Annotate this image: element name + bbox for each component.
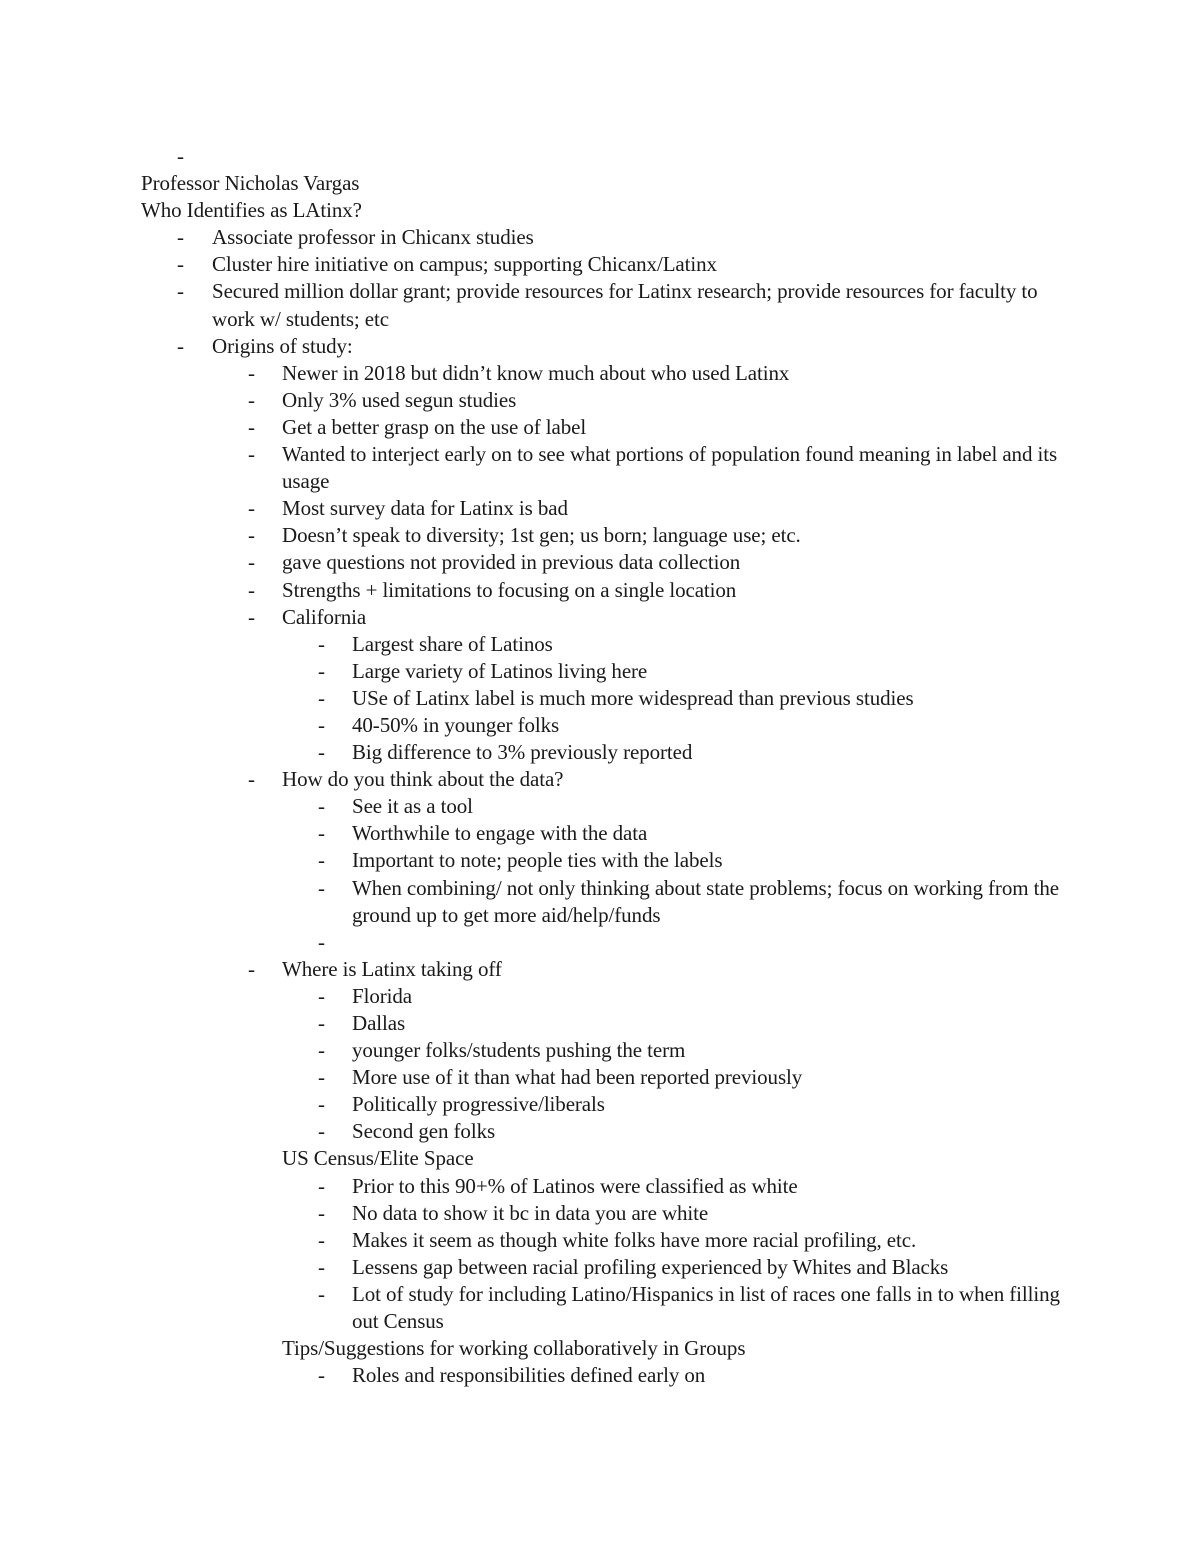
item-text: younger folks/students pushing the term [352,1038,686,1063]
item-text: gave questions not provided in previous data collection [282,550,741,575]
bullet-dash: - [318,740,325,765]
item-text: How do you think about the data? [282,767,564,792]
empty-bullet [141,143,1071,170]
item-text: Most survey data for Latinx is bad [282,496,568,521]
list-item [141,414,1071,441]
list-item [141,1362,1071,1389]
list-item [141,658,1071,685]
section-heading [141,1335,1071,1362]
list-item [141,441,1071,495]
item-text: Get a better grasp on the use of label [282,414,587,439]
list-item [141,1254,1071,1281]
bullet-dash: - [318,631,325,656]
list-item [141,983,1071,1010]
list-item [141,278,1071,332]
list-item [141,956,1071,983]
bullet-dash: - [318,875,325,900]
item-text: USe of Latinx label is much more widespread than previous studies [352,685,914,710]
bullet-dash: - [318,848,325,873]
item-text: Large variety of Latinos living here [352,658,648,683]
item-text: Origins of study: [212,333,353,358]
bullet-dash: - [318,1011,325,1035]
list-item [141,604,1071,631]
bullet-dash: - [248,956,255,981]
bullet-dash: - [177,279,184,304]
bullet-dash: - [318,1065,325,1090]
bullet-dash: - [177,333,184,358]
bullet-dash: - [248,496,255,521]
item-text: 40-50% in younger folks [352,712,560,737]
list-item [141,1064,1071,1091]
item-text: More use of it than what had been reported previously [352,1065,803,1090]
notes-body [141,143,1071,1389]
item-text: US Census/Elite Space [282,1146,474,1171]
list-item [141,224,1071,251]
list-item [141,549,1071,576]
bullet-dash: - [318,821,325,846]
item-text: Doesn’t speak to diversity; 1st gen; us born; language use; etc. [282,523,801,548]
item-text: Where is Latinx taking off [282,956,502,981]
list-item [141,1281,1071,1335]
section-heading [141,1145,1071,1172]
list-item [141,387,1071,414]
lecturer-name [141,170,1071,197]
list-item [141,522,1071,549]
item-text: Newer in 2018 but didn’t know much about who used Latinx [282,360,790,385]
bullet-dash: - [318,1119,325,1144]
list-item [141,1227,1071,1254]
item-text: Big difference to 3% previously reported [352,740,693,765]
bullet-dash: - [318,794,325,819]
list-item [141,820,1071,847]
bullet-dash: - [248,767,255,792]
bullet-dash: - [318,1363,325,1388]
bullet-dash: - [318,1254,325,1279]
item-text: Who Identifies as LAtinx? [141,198,362,223]
bullet-dash: - [248,414,255,439]
list-item [141,766,1071,793]
bullet-dash: - [318,1281,325,1306]
bullet-dash: - [248,523,255,548]
list-item [141,712,1071,739]
bullet-dash: - [248,604,255,629]
item-text: Politically progressive/liberals [352,1092,605,1117]
item-text: Second gen folks [352,1119,496,1144]
bullet-dash: - [248,442,255,467]
item-text: See it as a tool [352,794,473,819]
item-text: Worthwhile to engage with the data [352,821,648,846]
list-item [141,251,1071,278]
bullet-dash: - [248,387,255,412]
bullet-dash: - [318,1092,325,1117]
lecture-title [141,197,1071,224]
item-text: Associate professor in Chicanx studies [212,225,534,250]
item-text: California [282,604,367,629]
bullet-dash: - [177,225,184,250]
empty-bullet [141,929,1071,956]
list-item [141,1010,1071,1037]
item-text: Dallas [352,1011,406,1035]
item-text: Florida [352,983,412,1008]
bullet-dash: - [177,144,184,168]
bullet-dash: - [318,1173,325,1198]
list-item [141,685,1071,712]
item-text: Makes it seem as though white folks have more racial profiling, etc. [352,1227,917,1252]
item-text: Important to note; people ties with the labels [352,848,723,873]
item-text: Professor Nicholas Vargas [141,171,360,196]
bullet-dash: - [318,1200,325,1225]
item-text: Tips/Suggestions for working collaboratively in Groups [282,1336,746,1361]
bullet-dash: - [318,929,325,954]
bullet-dash: - [248,360,255,385]
list-item [141,577,1071,604]
list-item [141,495,1071,522]
bullet-dash: - [318,685,325,710]
list-item [141,793,1071,820]
item-text: No data to show it bc in data you are white [352,1200,709,1225]
item-text: Only 3% used segun studies [282,387,517,412]
item-text: When combining/ not only thinking about state problems; focus on working from the ground up to get more aid/help/funds [352,875,1059,927]
bullet-dash: - [318,1227,325,1252]
item-text [352,929,1071,956]
list-item [141,1118,1071,1145]
list-item [141,1091,1071,1118]
list-item [141,360,1071,387]
item-text: Largest share of Latinos [352,631,553,656]
bullet-dash: - [248,577,255,602]
item-text: Lessens gap between racial profiling experienced by Whites and Blacks [352,1254,949,1279]
item-text: Cluster hire initiative on campus; supporting Chicanx/Latinx [212,252,717,277]
item-text [212,143,1071,170]
list-item [141,1037,1071,1064]
list-item [141,333,1071,360]
item-text: Lot of study for including Latino/Hispanics in list of races one falls in to when filling out Census [352,1281,1060,1334]
item-text: Wanted to interject early on to see what portions of population found meaning in label and its usage [282,442,1058,494]
list-item [141,1200,1071,1227]
list-item [141,739,1071,766]
bullet-dash: - [318,983,325,1008]
bullet-dash: - [318,712,325,737]
bullet-dash: - [177,252,184,277]
item-text: Prior to this 90+% of Latinos were classified as white [352,1173,798,1198]
bullet-dash: - [318,1038,325,1063]
list-item [141,631,1071,658]
list-item [141,875,1071,929]
item-text: Strengths + limitations to focusing on a single location [282,577,737,602]
list-item [141,1173,1071,1200]
bullet-dash: - [318,658,325,683]
bullet-dash: - [248,550,255,575]
list-item [141,847,1071,874]
item-text: Roles and responsibilities defined early on [352,1363,706,1388]
item-text: Secured million dollar grant; provide resources for Latinx research; provide resources for faculty to work w/ students; etc [212,279,1038,331]
